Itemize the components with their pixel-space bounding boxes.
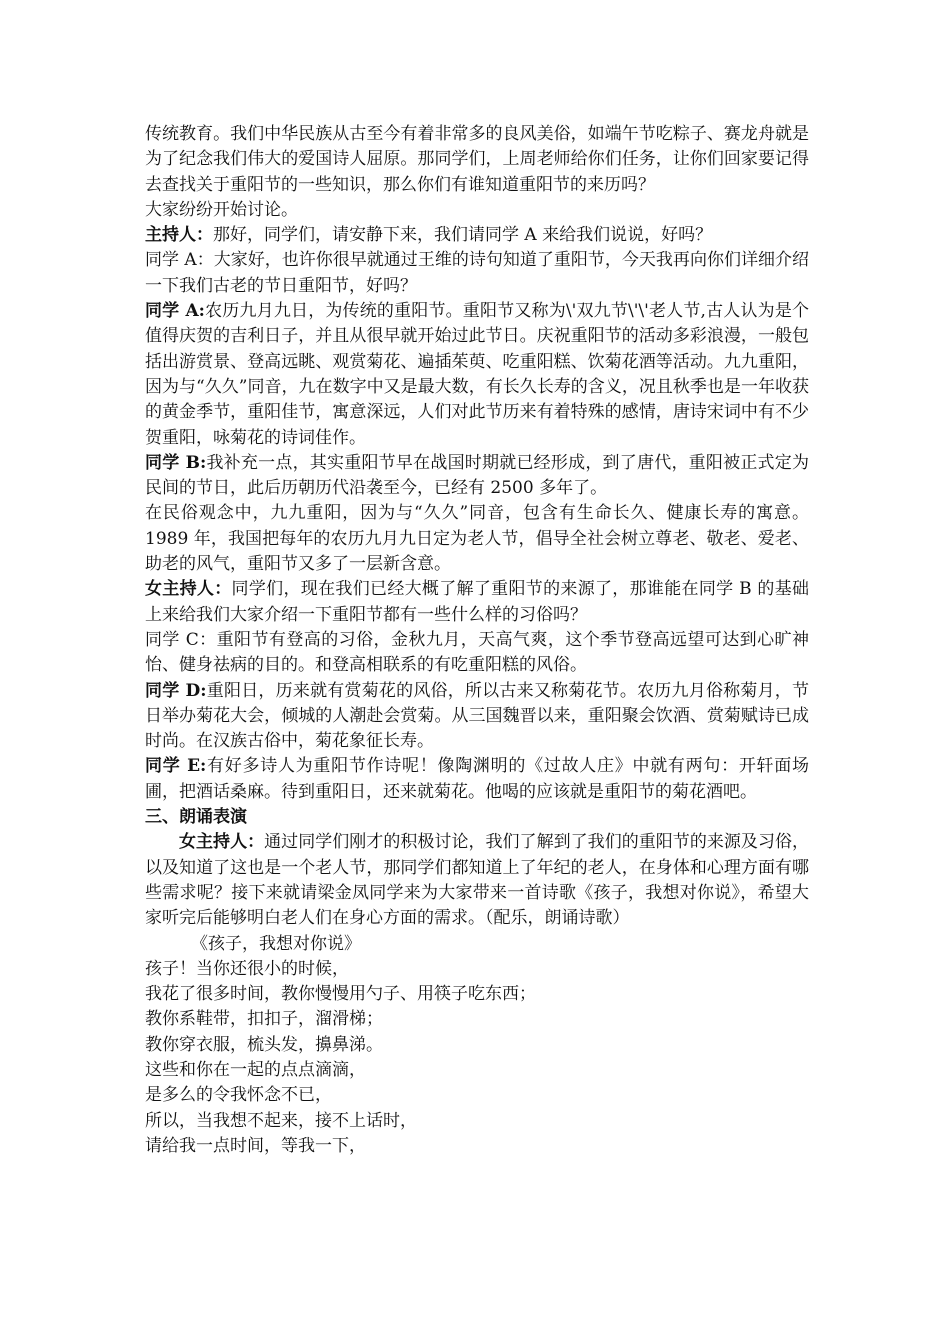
poem-line: 请给我一点时间，等我一下， bbox=[145, 1135, 366, 1156]
paragraph-text: 同学 C：重阳节有登高的习俗，金秋九月，天高气爽，这个季节登高远望可达到心旷神怡、健身祛病的目的。和登高相联系的有吃重阳糕的风俗。 bbox=[145, 629, 809, 676]
poem-line: 孩子！当你还很小的时候， bbox=[145, 958, 349, 979]
paragraph-text: 传统教育。我们中华民族从古至今有着非常多的良风美俗，如端午节吃粽子、赛龙舟就是为了纪念我们伟大的爱国诗人屈原。那同学们，上周老师给你们任务，让你们回家要记得去查找关于重阳节的一些知识，那么你们有谁知道重阳节的来历吗？ bbox=[145, 124, 809, 195]
speaker-label: 同学 A: bbox=[145, 301, 205, 322]
paragraph-student-d bbox=[145, 679, 809, 755]
speaker-label: 同学 D: bbox=[145, 680, 207, 701]
paragraph-text: 我补充一点，其实重阳节早在战国时期就已经形成，到了唐代，重阳被正式定为民间的节日，此后历朝历代沿袭至今，已经有 2500 多年了。 bbox=[145, 452, 810, 499]
poem-line: 是多么的令我怀念不已， bbox=[145, 1085, 332, 1106]
paragraph-text: 同学 A：大家好，也许你很早就通过王维的诗句知道了重阳节，今天我再向你们详细介绍一下我们古老的节日重阳节，好吗？ bbox=[145, 250, 809, 296]
poem-title: 《孩子，我想对你说》 bbox=[191, 933, 361, 954]
paragraph-text: 在民俗观念中，九九重阳，因为与“久久”同音，包含有生命长久、健康长寿的寓意。1989 年，我国把每年的农历九月九日定为老人节，倡导全社会树立尊老、敬老、爱老、助老的风气，重阳节又多了一层新含意。 bbox=[145, 503, 809, 575]
poem-line: 教你穿衣服，梳头发，擤鼻涕。 bbox=[145, 1034, 383, 1055]
paragraph-text: 农历九月九日，为传统的重阳节。重阳节又称为\'双九节\'\'老人节,古人认为是个值得庆贺的吉利日子，并且从很早就开始过此节日。庆祝重阳节的活动多彩浪漫，一般包括出游赏景、登高远眺、观赏菊花、遍插茱萸、吃重阳糕、饮菊花酒等活动。九九重阳，因为与“久久”同音，九在数字中又是最大数，有长久长寿的含义，况且秋季也是一年收获的黄金季节，重阳佳节，寓意深远，人们对此节历来有着特殊的感情，唐诗宋词中有不少贺重阳，咏菊花的诗词佳作。 bbox=[145, 301, 810, 448]
paragraph-student-b bbox=[145, 451, 809, 502]
paragraph-student-e bbox=[145, 754, 809, 805]
paragraph-intro bbox=[145, 122, 809, 198]
section-heading: 三、朗诵表演 bbox=[145, 807, 247, 828]
paragraph-student-a-greeting bbox=[145, 248, 809, 299]
paragraph-text: 同学们，现在我们已经大概了解了重阳节的来源了，那谁能在同学 B 的基础上来给我们大家介绍一下重阳节都有一些什么样的习俗吗？ bbox=[145, 579, 809, 625]
paragraph-text: 大家纷纷开始讨论。 bbox=[145, 199, 298, 220]
paragraph-discussion bbox=[145, 198, 809, 223]
poem-line: 教你系鞋带，扣扣子，溜滑梯； bbox=[145, 1009, 383, 1030]
paragraph-female-host bbox=[145, 577, 809, 628]
speaker-label: 同学 B: bbox=[145, 452, 207, 473]
paragraph-folk-custom bbox=[145, 501, 809, 577]
speaker-label: 女主持人： bbox=[179, 832, 265, 853]
paragraph-host bbox=[145, 223, 809, 248]
speaker-label: 主持人： bbox=[145, 225, 213, 246]
paragraph-text: 重阳日，历来就有赏菊花的风俗，所以古来又称菊花节。农历九月俗称菊月，节日举办菊花大会，倾城的人潮赴会赏菊。从三国魏晋以来，重阳聚会饮酒、赏菊赋诗已成时尚。在汉族古俗中，菊花象征长寿。 bbox=[145, 680, 810, 752]
poem-line: 我花了很多时间，教你慢慢用勺子、用筷子吃东西； bbox=[145, 984, 536, 1005]
poem-line: 这些和你在一起的点点滴滴， bbox=[145, 1059, 366, 1080]
paragraph-student-c bbox=[145, 628, 809, 679]
speaker-label: 女主持人： bbox=[145, 579, 232, 600]
paragraph-host-intro bbox=[145, 830, 809, 931]
speaker-label: 同学 E: bbox=[145, 756, 207, 777]
poem-body bbox=[145, 957, 809, 1159]
paragraph-student-a bbox=[145, 299, 809, 451]
paragraph-text: 通过同学们刚才的积极讨论，我们了解到了我们的重阳节的来源及习俗，以及知道了这也是一个老人节，那同学们都知道上了年纪的老人，在身体和心理方面有哪些需求呢？接下来就请梁金凤同学来为大家带来一首诗歌《孩子，我想对你说》，希望大家听完后能够明白老人们在身心方面的需求。（配乐，朗诵诗歌） bbox=[145, 832, 810, 929]
paragraph-text: 有好多诗人为重阳节作诗呢！像陶渊明的《过故人庄》中就有两句：开轩面场圃，把酒话桑麻。待到重阳日，还来就菊花。他喝的应该就是重阳节的菊花酒吧。 bbox=[145, 756, 809, 802]
document-page bbox=[145, 122, 809, 1159]
poem-line: 所以，当我想不起来，接不上话时， bbox=[145, 1110, 417, 1131]
paragraph-text: 那好，同学们，请安静下来，我们请同学 A 来给我们说说，好吗？ bbox=[213, 225, 713, 246]
